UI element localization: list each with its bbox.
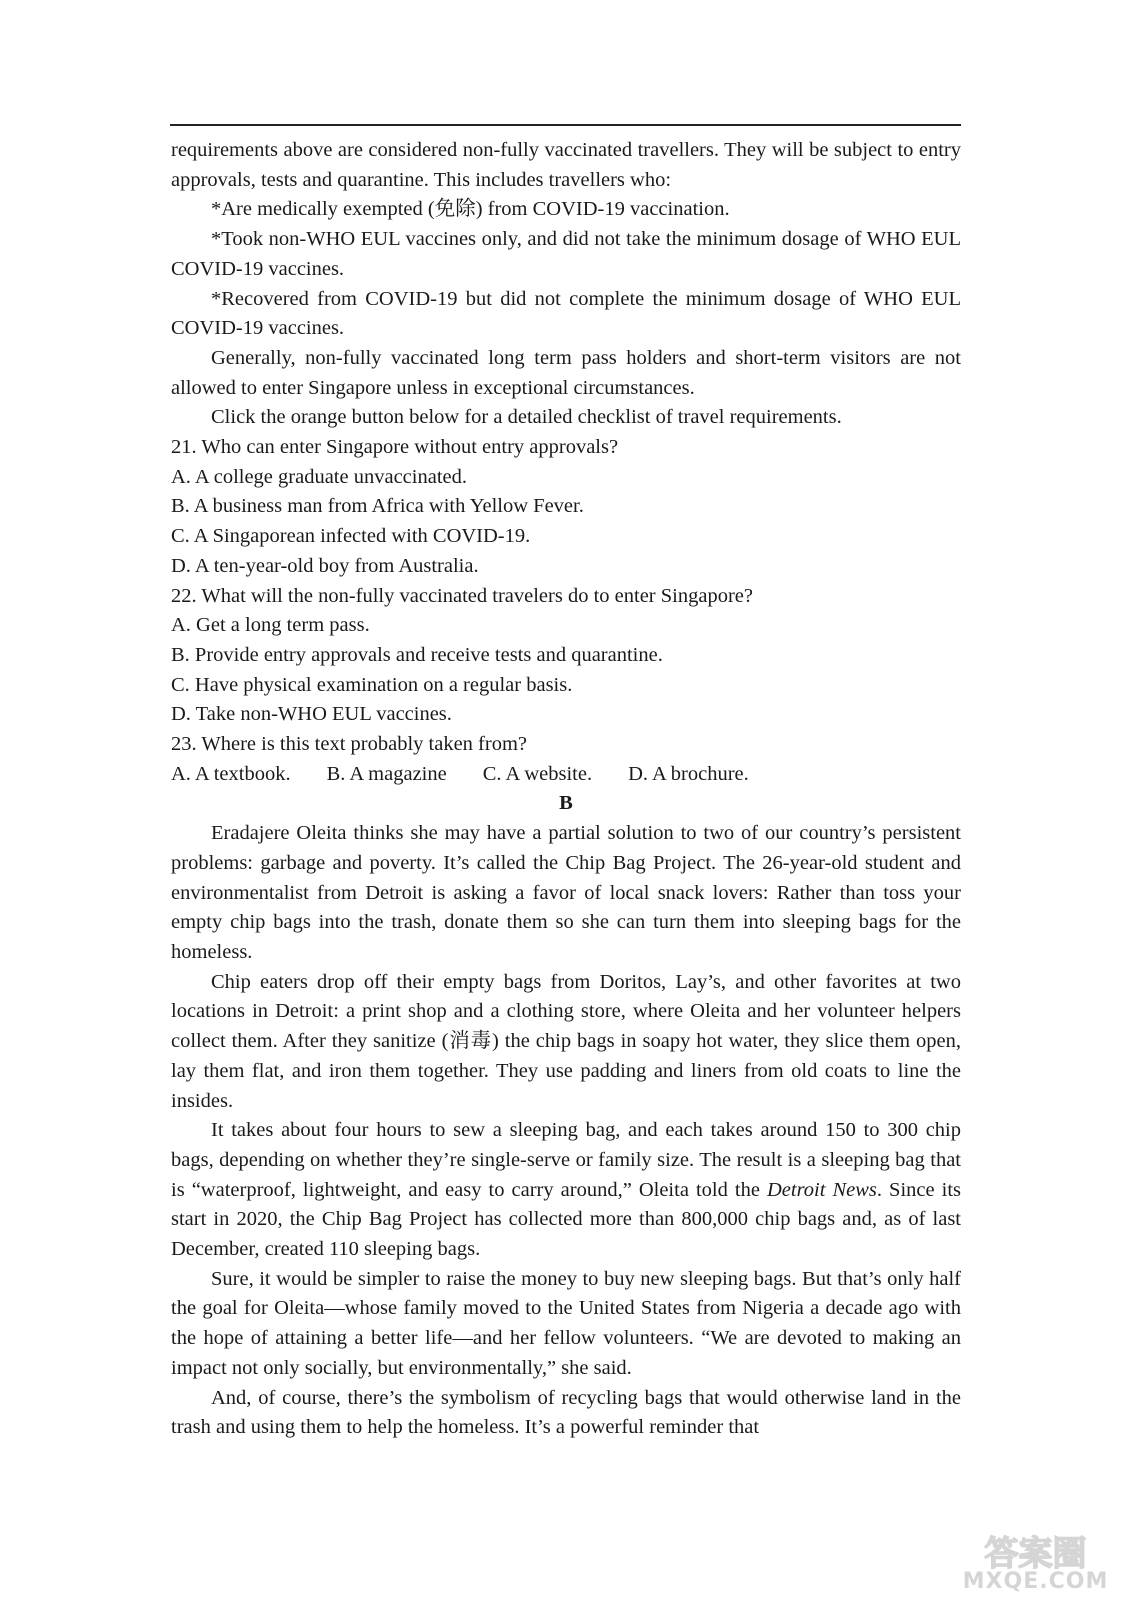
passage-b-paragraph-4: Sure, it would be simpler to raise the money to buy new sleeping bags. But that’s only half the goal for Oleita—whose family moved to the United States from Nigeria a decade ago with the hope of attaining a better life—and her fellow volunteers. “We are devoted to making an impact not only socially, but environmentally,” she said. (171, 1267, 961, 1379)
bullet-exempted: *Are medically exempted (免除) from COVID-19 vaccination. (211, 198, 730, 221)
option-c: C. A website. (482, 762, 593, 785)
option-b: B. Provide entry approvals and receive tests and quarantine. (171, 643, 663, 666)
section-heading-b: B (559, 792, 573, 815)
paragraph-text: . Since its start in 2020, the Chip Bag Project has collected more than 800,000 chip bags and, as of last December, created 110 sleeping bags. (171, 1178, 961, 1261)
question-23 (171, 730, 961, 789)
question-stem: 21. Who can enter Singapore without entry approvals? (171, 436, 619, 459)
option-a: A. A college graduate unvaccinated. (171, 465, 467, 488)
newspaper-title: Detroit News (766, 1178, 877, 1201)
passage-a-paragraph-1: requirements above are considered non-fully vaccinated travellers. They will be subject to entry approvals, tests and quarantine. This includes travellers who: (171, 139, 961, 191)
bullet-recovered: *Recovered from COVID-19 but did not complete the minimum dosage of WHO EUL COVID-19 vaccines. (171, 287, 961, 340)
watermark-glyphs: 答案圈 (984, 1534, 1087, 1574)
option-b: B. A magazine (326, 762, 447, 785)
passage-b-paragraph-2: Chip eaters drop off their empty bags from Doritos, Lay’s, and other favorites at two locations in Detroit: a print shop and a clothing store, where Oleita and her volunteer helpers collect them. After they sanitize (消毒) the chip bags in soapy hot water, they slice them open, lay them flat, and iron them together. They use padding and liners from old coats to line the insides. (171, 970, 961, 1112)
option-a: A. A textbook. (171, 762, 291, 785)
option-d: D. Take non-WHO EUL vaccines. (171, 703, 452, 726)
question-stem: 22. What will the non-fully vaccinated travelers do to enter Singapore? (171, 584, 753, 607)
option-c: C. Have physical examination on a regular basis. (171, 673, 573, 696)
paragraph-text: It takes about four hours to sew a sleeping bag, and each takes around 150 to 300 chip bags, depending on whether they’re single-serve or family size. The result is a sleeping bag that is “waterproof, lightweight, and easy to carry around,” Oleita told the (171, 1119, 961, 1201)
option-d: D. A ten-year-old boy from Australia. (171, 554, 479, 577)
option-d: D. A brochure. (628, 762, 749, 785)
question-22 (171, 582, 961, 731)
passage-b-paragraph-1: Eradajere Oleita thinks she may have a partial solution to two of our country’s persistent problems: garbage and poverty. It’s called the Chip Bag Project. The 26-year-old student and environmentalist from Detroit is asking a favor of local snack lovers: Rather than toss your empty chip bags into the trash, donate them so she can turn them into sleeping bags for the homeless. (171, 822, 961, 963)
question-21 (171, 433, 961, 582)
top-rule (170, 124, 961, 126)
bullet-non-who-vaccines: *Took non-WHO EUL vaccines only, and did not take the minimum dosage of WHO EUL COVID-19 vaccines. (171, 228, 961, 280)
passage-b-paragraph-5: And, of course, there’s the symbolism of recycling bags that would otherwise land in the trash and using them to help the homeless. It’s a powerful reminder that (171, 1386, 961, 1439)
passage-a-paragraph-3: Click the orange button below for a detailed checklist of travel requirements. (211, 406, 842, 429)
watermark-text: MXQE.COM (962, 1569, 1109, 1594)
passage-b-paragraph-3 (171, 1116, 961, 1265)
option-c: C. A Singaporean infected with COVID-19. (171, 525, 531, 548)
passage-a-paragraph-2: Generally, non-fully vaccinated long term pass holders and short-term visitors are not allowed to enter Singapore unless in exceptional circumstances. (171, 346, 961, 399)
option-a: A. Get a long term pass. (171, 614, 370, 637)
question-stem: 23. Where is this text probably taken from? (171, 733, 527, 756)
site-watermark-logo (948, 1526, 1123, 1594)
exam-page (171, 136, 961, 1443)
option-b: B. A business man from Africa with Yellow Fever. (171, 495, 584, 518)
options-row (171, 760, 961, 790)
